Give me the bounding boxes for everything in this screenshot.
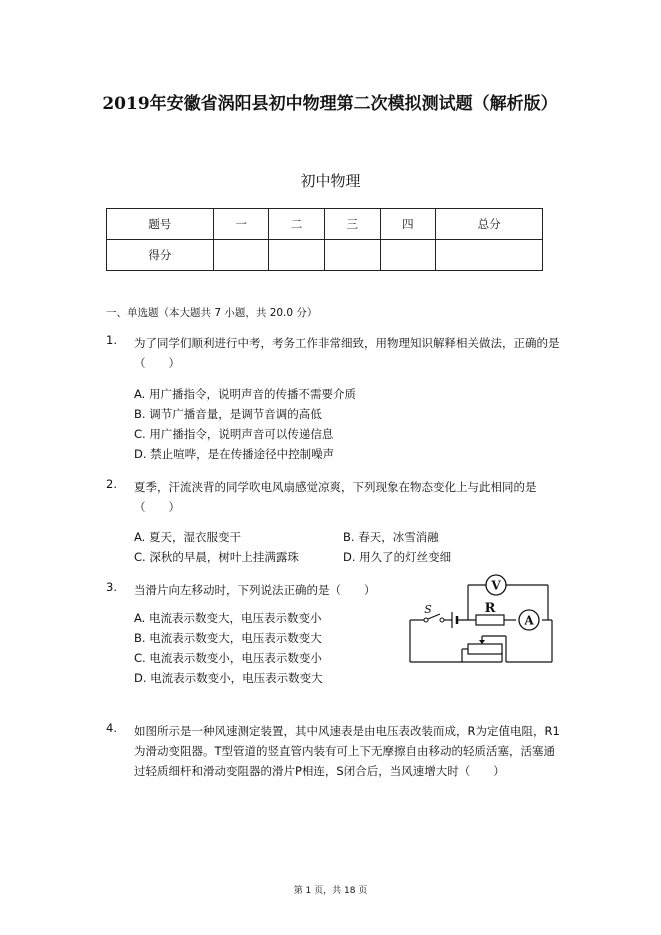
- option-b: B. 电流表示数变大，电压表示数变大: [134, 631, 322, 645]
- option-d: D. 电流表示数变小，电压表示数变大: [134, 671, 323, 685]
- question-stem: 当滑片向左移动时，下列说法正确的是（ ）: [134, 583, 376, 597]
- section-heading: 一、单选题（本大题共 7 小题，共 20.0 分）: [106, 307, 318, 319]
- switch-label: S: [424, 603, 432, 616]
- score-header-cell: 题号: [107, 209, 214, 240]
- score-header-cell: 总分: [436, 209, 543, 240]
- score-cell: [213, 240, 269, 271]
- score-cell: [269, 240, 325, 271]
- score-row-label: 得分: [107, 240, 214, 271]
- score-cell: [436, 240, 543, 271]
- question-number: 4.: [106, 721, 117, 735]
- voltmeter-label: V: [491, 578, 501, 593]
- question-number: 1.: [106, 333, 117, 347]
- score-cell: [324, 240, 380, 271]
- question-number: 2.: [106, 477, 117, 491]
- option-a: A. 夏天，湿衣服变干: [134, 530, 241, 544]
- subject-heading: 初中物理: [300, 172, 361, 190]
- score-table: [106, 208, 543, 271]
- option-c: C. 用广播指令，说明声音可以传递信息: [134, 427, 334, 441]
- question-stem: 夏季，汗流浃背的同学吹电风扇感觉凉爽，下列现象在物态变化上与此相同的是（ ）: [134, 480, 537, 514]
- option-d: D. 禁止喧哗，是在传播途径中控制噪声: [134, 447, 335, 461]
- option-b: B. 调节广播音量，是调节音调的高低: [134, 407, 322, 421]
- score-table-header-row: [107, 209, 543, 240]
- score-header-cell: 二: [269, 209, 325, 240]
- option-a: A. 电流表示数变大，电压表示数变小: [134, 611, 322, 625]
- ammeter-label: A: [524, 613, 534, 628]
- page-footer: 第 1 页，共 18 页: [293, 886, 368, 896]
- option-c: C. 电流表示数变小，电压表示数变小: [134, 651, 322, 665]
- question-stem: 为了同学们顺利进行中考，考务工作非常细致，用物理知识解释相关做法，正确的是（ ）: [134, 336, 560, 370]
- score-header-cell: 一: [213, 209, 269, 240]
- question-number: 3.: [106, 580, 117, 594]
- score-table-score-row: [107, 240, 543, 271]
- page-title: 2019年安徽省涡阳县初中物理第二次模拟测试题（解析版）: [102, 94, 558, 114]
- option-c: C. 深秋的早晨，树叶上挂满露珠: [134, 550, 299, 564]
- circuit-diagram: [406, 574, 556, 666]
- option-d: D. 用久了的灯丝变细: [343, 550, 452, 564]
- score-header-cell: 三: [324, 209, 380, 240]
- option-b: B. 春天，冰雪消融: [343, 530, 439, 544]
- score-cell: [380, 240, 436, 271]
- resistor-label: R: [484, 601, 496, 616]
- question-stem: 如图所示是一种风速测定装置，其中风速表是由电压表改装而成，R为定值电阻，R1为滑动变阻器。T型管道的竖直管内装有可上下无摩擦自由移动的轻质活塞，活塞通过轻质细杆和滑动变阻器的滑片P相连，S闭合后，当风速增大时（ ）: [134, 724, 560, 778]
- option-a: A. 用广播指令，说明声音的传播不需要介质: [134, 387, 356, 401]
- score-header-cell: 四: [380, 209, 436, 240]
